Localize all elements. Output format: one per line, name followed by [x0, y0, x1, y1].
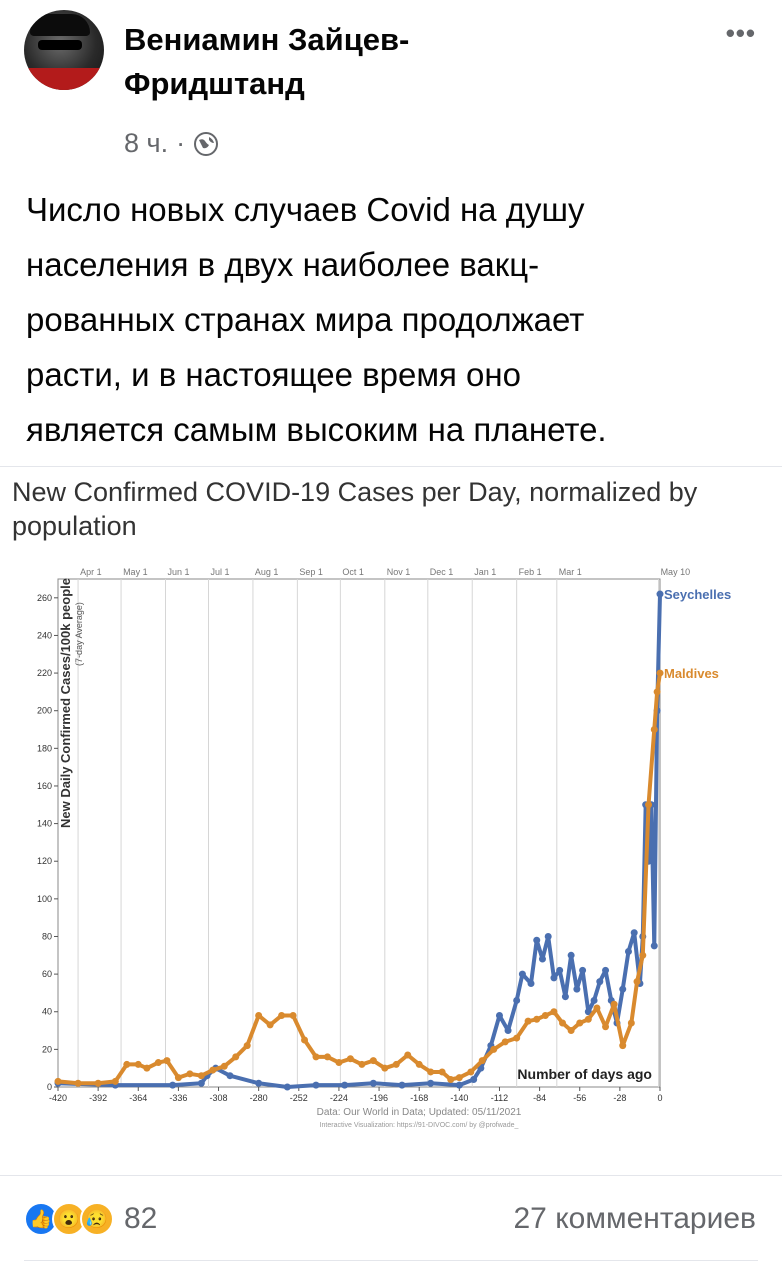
data-point-seychelles	[550, 974, 557, 981]
data-point-seychelles	[568, 952, 575, 959]
x-tick-label: -112	[490, 1093, 509, 1103]
y-tick-label: 140	[36, 818, 52, 829]
data-point-maldives	[143, 1065, 150, 1072]
x-tick-label: -224	[329, 1093, 348, 1103]
data-point-maldives	[175, 1074, 182, 1081]
data-point-maldives	[155, 1059, 162, 1066]
author-name[interactable]	[124, 18, 564, 106]
data-point-maldives	[490, 1046, 497, 1053]
data-point-maldives	[585, 1016, 592, 1023]
data-point-maldives	[513, 1035, 520, 1042]
data-point-seychelles	[596, 978, 603, 985]
post-text-line: Число новых случаев Covid на душу	[26, 191, 585, 228]
data-point-maldives	[593, 1004, 600, 1011]
data-point-maldives	[381, 1065, 388, 1072]
y-tick-label: 240	[36, 630, 52, 641]
data-point-maldives	[634, 978, 641, 985]
data-point-seychelles	[519, 971, 526, 978]
data-point-maldives	[602, 1023, 609, 1030]
x-tick-label: -56	[573, 1093, 587, 1103]
y-tick-label: 120	[36, 856, 52, 867]
x-tick-label: -84	[533, 1093, 547, 1103]
data-point-seychelles	[573, 986, 580, 993]
x-tick-label: -308	[209, 1093, 228, 1103]
data-point-maldives	[439, 1068, 446, 1075]
y-tick-label: 260	[36, 592, 52, 603]
data-point-seychelles	[255, 1080, 262, 1087]
more-options-button[interactable]: •••	[725, 18, 756, 48]
data-point-maldives	[542, 1012, 549, 1019]
y-tick-label: 20	[41, 1044, 52, 1055]
data-point-seychelles	[505, 1027, 512, 1034]
date-label: Aug 1	[254, 567, 279, 577]
data-point-seychelles	[284, 1084, 291, 1091]
date-label: Apr 1	[80, 567, 102, 577]
post-text-line: населения в двух наиболее вакц-	[26, 246, 540, 283]
post-text-line: рованных странах мира продолжает	[26, 301, 585, 338]
data-point-maldives	[370, 1057, 377, 1064]
data-point-maldives	[347, 1055, 354, 1062]
data-point-maldives	[290, 1012, 297, 1019]
date-label: Jul 1	[210, 567, 230, 577]
data-point-maldives	[576, 1020, 583, 1027]
data-point-maldives	[221, 1063, 228, 1070]
data-point-maldives	[335, 1059, 342, 1066]
y-tick-label: 200	[36, 705, 52, 716]
y-axis-sublabel: (7-day Average)	[74, 602, 84, 666]
data-point-seychelles	[619, 986, 626, 993]
data-point-maldives	[278, 1012, 285, 1019]
x-tick-label: -364	[129, 1093, 148, 1103]
data-point-maldives	[163, 1057, 170, 1064]
data-point-seychelles	[533, 937, 540, 944]
data-point-seychelles	[631, 929, 638, 936]
date-label: Mar 1	[558, 567, 582, 577]
y-tick-label: 60	[41, 969, 52, 980]
x-tick-label: -196	[370, 1093, 389, 1103]
data-point-seychelles	[651, 942, 658, 949]
data-point-seychelles	[341, 1082, 348, 1089]
data-point-seychelles	[591, 997, 598, 1004]
data-point-maldives	[568, 1027, 575, 1034]
date-label: May 1	[123, 567, 148, 577]
data-point-maldives	[267, 1021, 274, 1028]
date-label: Jan 1	[474, 567, 497, 577]
data-point-maldives	[358, 1061, 365, 1068]
data-point-maldives	[651, 726, 658, 733]
data-point-maldives	[123, 1061, 130, 1068]
post-header	[0, 0, 782, 448]
wow-icon: 😮	[52, 1202, 86, 1236]
y-tick-label: 100	[36, 893, 52, 904]
data-point-maldives	[75, 1080, 82, 1087]
author-name-line-2[interactable]: Фридштанд	[124, 66, 305, 101]
series-label-maldives: Maldives	[664, 666, 719, 682]
date-label: Feb 1	[518, 567, 542, 577]
data-point-seychelles	[370, 1080, 377, 1087]
data-point-seychelles	[579, 967, 586, 974]
date-label: May 10	[660, 567, 691, 577]
data-point-seychelles	[496, 1012, 503, 1019]
data-point-maldives	[559, 1020, 566, 1027]
y-tick-label: 220	[36, 668, 52, 679]
sad-icon: 😥	[80, 1202, 114, 1236]
data-point-maldives	[209, 1067, 216, 1074]
data-point-seychelles	[625, 948, 632, 955]
date-label: Dec 1	[429, 567, 454, 577]
avatar-shirt	[24, 68, 104, 90]
data-point-maldives	[416, 1061, 423, 1068]
x-tick-label: -336	[169, 1093, 188, 1103]
data-point-maldives	[657, 670, 664, 677]
y-tick-label: 0	[46, 1082, 52, 1092]
data-point-seychelles	[399, 1082, 406, 1089]
reaction-count: 82	[124, 1202, 158, 1235]
date-label: Nov 1	[386, 567, 411, 577]
data-point-seychelles	[470, 1076, 477, 1083]
data-point-seychelles	[227, 1072, 234, 1079]
x-tick-label: -280	[249, 1093, 268, 1103]
data-point-maldives	[198, 1072, 205, 1079]
x-tick-label: -420	[48, 1093, 68, 1103]
data-point-seychelles	[456, 1082, 463, 1089]
data-point-seychelles	[602, 967, 609, 974]
data-point-seychelles	[562, 993, 569, 1000]
post-meta	[124, 128, 219, 159]
data-point-maldives	[550, 1008, 557, 1015]
author-avatar[interactable]	[24, 10, 104, 90]
x-axis-label: Number of days ago	[517, 1066, 652, 1082]
data-point-seychelles	[528, 980, 535, 987]
comments-count-link[interactable]: 27 комментариев	[513, 1202, 756, 1235]
data-point-maldives	[639, 952, 646, 959]
footer-divider	[24, 1260, 758, 1261]
data-point-maldives	[502, 1038, 509, 1045]
data-point-maldives	[654, 688, 661, 695]
data-point-maldives	[427, 1068, 434, 1075]
meta-separator: ·	[176, 128, 186, 158]
x-tick-label: 0	[657, 1093, 663, 1103]
plot-area	[58, 579, 660, 1087]
data-point-seychelles	[198, 1080, 205, 1087]
data-point-maldives	[533, 1016, 540, 1023]
reactions-summary[interactable]	[24, 1202, 157, 1236]
x-tick-label: -168	[410, 1093, 429, 1103]
chart-image[interactable]	[0, 466, 782, 1173]
data-point-seychelles	[169, 1082, 176, 1089]
data-point-maldives	[393, 1061, 400, 1068]
data-point-maldives	[244, 1042, 251, 1049]
data-point-maldives	[95, 1080, 102, 1087]
data-point-seychelles	[545, 933, 552, 940]
data-point-maldives	[55, 1078, 62, 1085]
data-point-maldives	[112, 1078, 119, 1085]
y-axis-label: New Daily Confirmed Cases/100k people	[58, 578, 73, 828]
post-time[interactable]: 8 ч.	[124, 128, 169, 158]
data-point-maldives	[645, 801, 652, 808]
data-point-maldives	[467, 1068, 474, 1075]
data-point-maldives	[313, 1053, 320, 1060]
date-label: Sep 1	[299, 567, 323, 577]
data-point-seychelles	[539, 956, 546, 963]
x-tick-label: -140	[450, 1093, 469, 1103]
data-point-maldives	[611, 1001, 618, 1008]
data-point-maldives	[525, 1018, 532, 1025]
series-label-seychelles: Seychelles	[664, 587, 732, 603]
chart-credit: Interactive Visualization: https://91-DIVOC.com/ by @profwade_	[319, 1122, 519, 1129]
y-tick-label: 80	[41, 931, 52, 942]
like-icon: 👍	[24, 1202, 58, 1236]
author-name-line-1[interactable]: Вениамин Зайцев-	[124, 22, 410, 57]
chart-title: New Confirmed COVID-19 Cases per Day, normalized by population	[12, 477, 698, 541]
avatar-glasses	[38, 40, 82, 50]
globe-icon	[193, 131, 219, 157]
data-point-maldives	[619, 1042, 626, 1049]
post-footer	[0, 1175, 782, 1281]
data-point-maldives	[232, 1053, 239, 1060]
data-point-maldives	[404, 1052, 411, 1059]
chart-source: Data: Our World in Data; Updated: 05/11/2021	[316, 1107, 522, 1118]
data-point-seychelles	[427, 1080, 434, 1087]
y-tick-label: 180	[36, 743, 52, 754]
date-label: Oct 1	[342, 567, 364, 577]
data-point-maldives	[628, 1020, 635, 1027]
post-text-line: расти, и в настоящее время оно	[26, 356, 521, 393]
data-point-seychelles	[513, 997, 520, 1004]
x-tick-label: -28	[613, 1093, 627, 1103]
data-point-maldives	[135, 1061, 142, 1068]
covid-chart	[0, 557, 782, 1167]
post-text	[26, 182, 756, 457]
x-tick-label: -252	[289, 1093, 308, 1103]
data-point-maldives	[324, 1053, 331, 1060]
y-tick-label: 40	[41, 1006, 52, 1017]
data-point-seychelles	[556, 967, 563, 974]
post-text-line: является самым высоким на планете.	[26, 411, 607, 448]
y-tick-label: 160	[36, 780, 52, 791]
data-point-maldives	[255, 1012, 262, 1019]
data-point-maldives	[186, 1070, 193, 1077]
data-point-maldives	[456, 1074, 463, 1081]
data-point-maldives	[447, 1076, 454, 1083]
data-point-seychelles	[657, 591, 664, 598]
data-point-seychelles	[313, 1082, 320, 1089]
date-label: Jun 1	[167, 567, 190, 577]
avatar-hat	[30, 14, 90, 36]
x-tick-label: -392	[89, 1093, 108, 1103]
data-point-maldives	[301, 1036, 308, 1043]
data-point-maldives	[479, 1057, 486, 1064]
